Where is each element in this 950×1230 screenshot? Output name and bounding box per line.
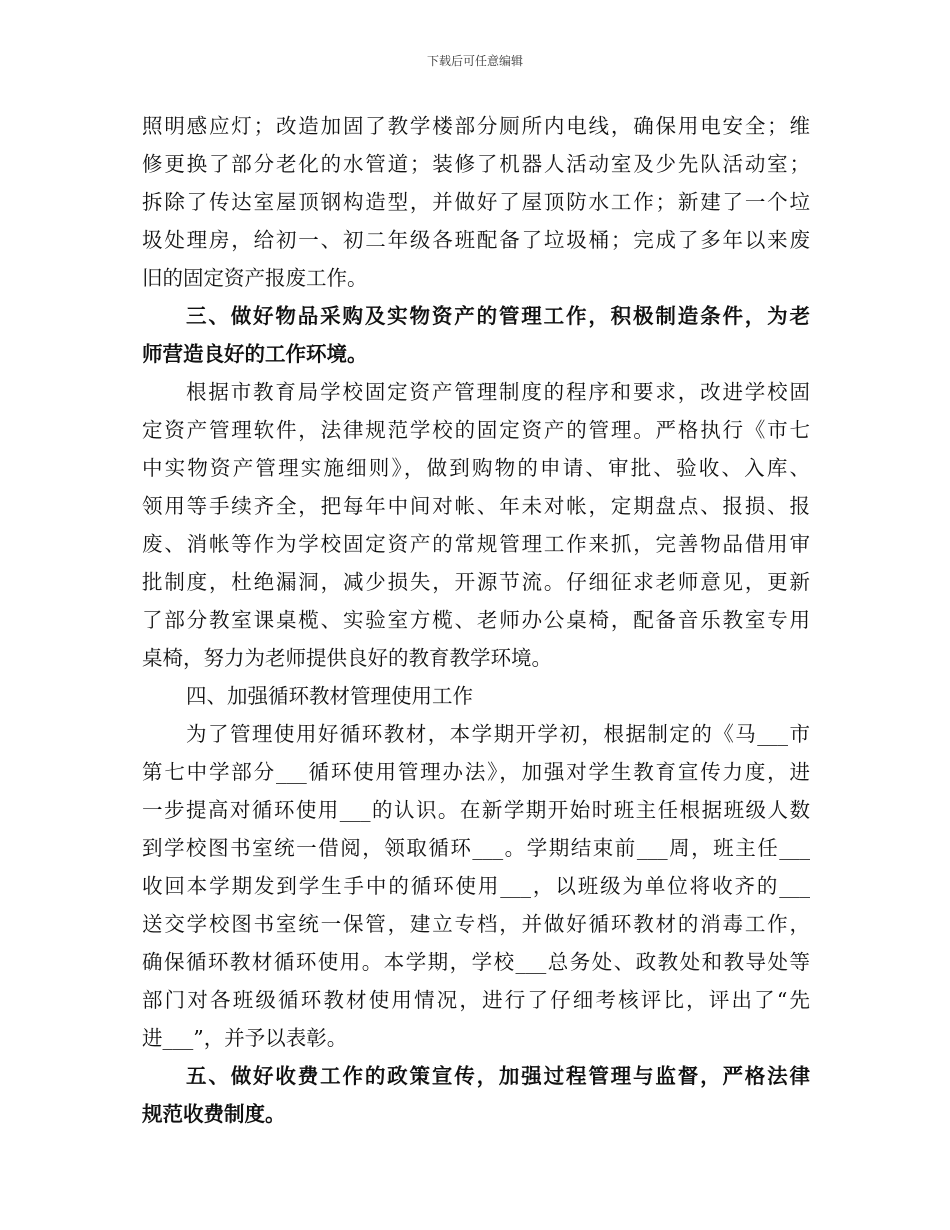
text-line: 部门对各班级循环教材使用情况，进行了仔细考核评比，评出了“先 [142, 988, 810, 1012]
text-line: 中实物资产管理实施细则》，做到购物的申请、审批、验收、入库、 [142, 456, 810, 480]
text-line: 定资产管理软件，法律规范学校的固定资产的管理。严格执行《市七 [142, 418, 810, 442]
text-line: 送交学校图书室统一保管，建立专档，并做好循环教材的消毒工作， [142, 912, 810, 936]
text-line: 收回本学期发到学生手中的循环使用___，以班级为单位将收齐的___ [142, 874, 810, 898]
text-line: 圾处理房，给初一、初二年级各班配备了垃圾桶；完成了多年以来废 [142, 228, 810, 252]
text-line: 修更换了部分老化的水管道；装修了机器人活动室及少先队活动室； [142, 152, 810, 176]
page-header: 下载后可任意编辑 [426, 54, 523, 68]
text-line: 旧的固定资产报废工作。 [142, 266, 368, 290]
section-heading-5: 五、做好收费工作的政策宣传，加强过程管理与监督，严格法律 [186, 1064, 810, 1088]
section-heading-3: 三、做好物品采购及实物资产的管理工作，积极制造条件，为老 [186, 304, 810, 328]
text-line: 到学校图书室统一借阅，领取循环___。学期结束前___周，班主任___ [142, 836, 810, 860]
text-line: 第七中学部分___循环使用管理办法》，加强对学生教育宣传力度，进 [142, 760, 810, 784]
section-heading-3-cont: 师营造良好的工作环境。 [142, 342, 368, 366]
section-heading-5-cont: 规范收费制度。 [142, 1102, 286, 1126]
document-body [142, 107, 810, 1133]
text-line: 了部分教室课桌榄、实验室方榄、老师办公桌椅，配备音乐教室专用 [142, 608, 810, 632]
text-line: 根据市教育局学校固定资产管理制度的程序和要求，改进学校固 [186, 380, 810, 404]
section-heading-4: 四、加强循环教材管理使用工作 [186, 684, 473, 708]
text-line: 确保循环教材循环使用。本学期，学校___总务处、政教处和教导处等 [142, 950, 810, 974]
text-line: 拆除了传达室屋顶钢构造型，并做好了屋顶防水工作；新建了一个垃 [142, 190, 810, 214]
text-line: 为了管理使用好循环教材，本学期开学初，根据制定的《马___市 [186, 722, 810, 746]
text-line: 领用等手续齐全，把每年中间对帐、年未对帐，定期盘点、报损、报 [142, 494, 810, 518]
text-line: 桌椅，努力为老师提供良好的教育教学环境。 [142, 646, 552, 670]
text-line: 进___”，并予以表彰。 [142, 1026, 348, 1050]
text-line: 照明感应灯；改造加固了教学楼部分厕所内电线，确保用电安全；维 [142, 114, 810, 138]
text-line: 一步提高对循环使用___的认识。在新学期开始时班主任根据班级人数 [142, 798, 810, 822]
text-line: 废、消帐等作为学校固定资产的常规管理工作来抓，完善物品借用审 [142, 532, 810, 556]
text-line: 批制度，杜绝漏洞，减少损失，开源节流。仔细征求老师意见，更新 [142, 570, 810, 594]
